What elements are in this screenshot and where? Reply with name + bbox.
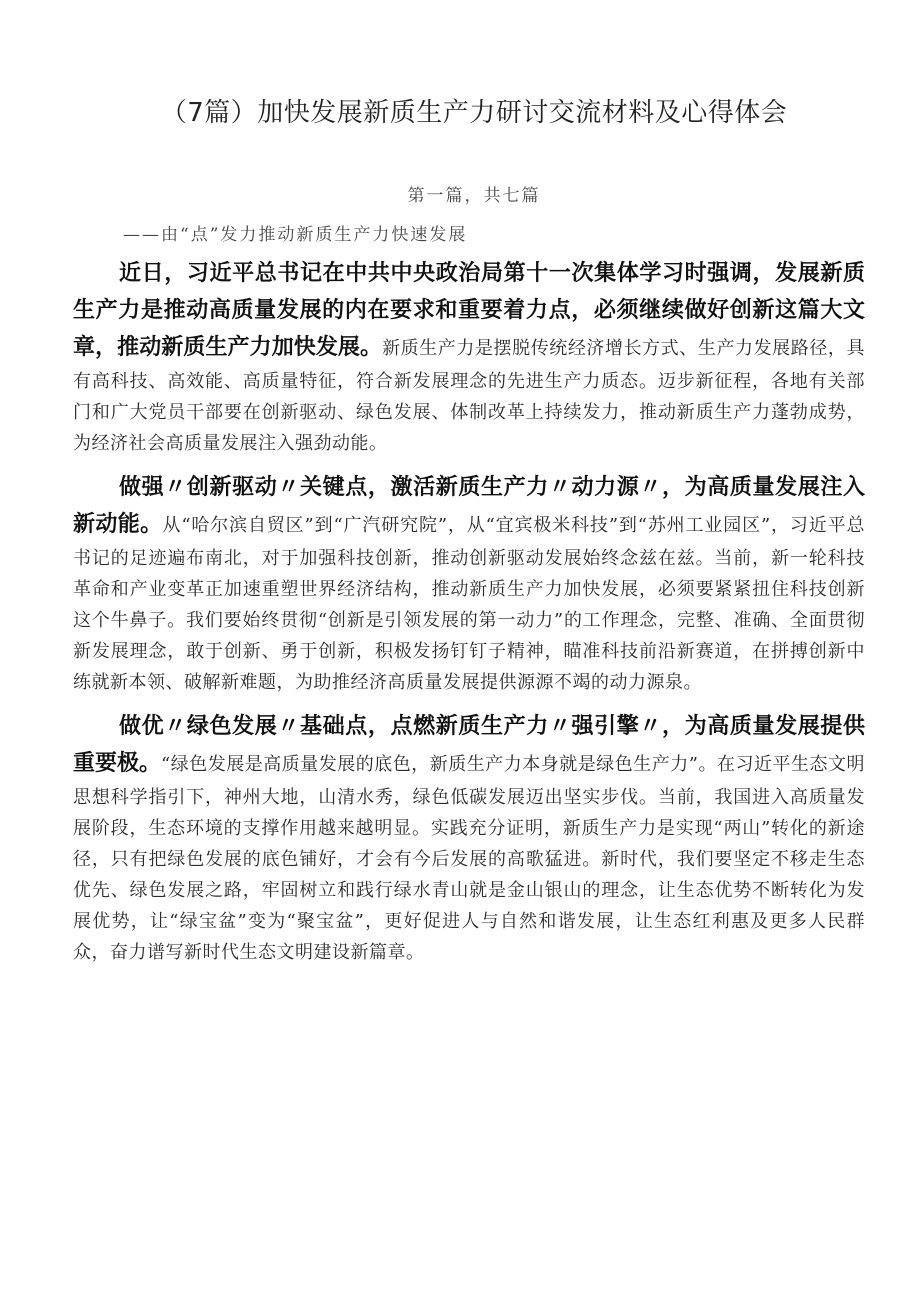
paragraph-2-body: 从“哈尔滨自贸区”到“广汽研究院”，从“宜宾极米科技”到“苏州工业园区”，习近平总书记的足迹遍布南北，对于加强科技创新，推动创新驱动发展始终念兹在兹。当前，新一轮科技革命和产业变革正加速重塑世界经济结构，推动新质生产力加快发展，必须要紧紧扭住科技创新这个牛鼻子。我们要始终贯彻“创新是引领发展的第一动力”的工作理念，完整、准确、全面贯彻新发展理念，敢于创新、勇于创新，积极发扬钉钉子精神，瞄准科技前沿新赛道，在拼搏创新中练就新本领、破解新难题，为助推经济高质量发展提供源源不竭的动力源泉。 (73, 515, 865, 693)
paragraph-3-lead: 做优〃绿色发展〃基础点，点燃新质生产力〃强引擎〃，为高质量发展提供重要极。 (73, 714, 865, 776)
paragraph-3 (73, 708, 865, 968)
paragraph-1-lead: 近日，习近平总书记在中共中央政治局第十一次集体学习时强调，发展新质生产力是推动高质量发展的内在要求和重要着力点，必须继续做好创新这篇大文章，推动新质生产力加快发展。 (73, 261, 865, 360)
section-heading: 第一篇，共七篇 (407, 186, 541, 206)
article-subtitle: ——由“点”发力推动新质生产力快速发展 (123, 225, 468, 245)
document-title: （7篇）加快发展新质生产力研讨交流材料及心得体会 (160, 98, 788, 128)
paragraph-2-lead: 做强〃创新驱动〃关键点，激活新质生产力〃动力源〃，为高质量发展注入新动能。 (73, 475, 865, 537)
paragraph-1 (73, 255, 865, 459)
paragraph-3-body: “绿色发展是高质量发展的底色，新质生产力本身就是绿色生产力”。在习近平生态文明思想科学指引下，神州大地，山清水秀，绿色低碳发展迈出坚实步伐。当前，我国进入高质量发展阶段，生态环境的支撑作用越来越明显。实践充分证明，新质生产力是实现“两山”转化的新途径，只有把绿色发展的底色铺好，才会有今后发展的高歌猛进。新时代，我们要坚定不移走生态优先、绿色发展之路，牢固树立和践行绿水青山就是金山银山的理念，让生态优势不断转化为发展优势，让“绿宝盆”变为“聚宝盆”，更好促进人与自然和谐发展，让生态红利惠及更多人民群众，奋力谱写新时代生态文明建设新篇章。 (73, 754, 865, 963)
paragraph-2 (73, 469, 865, 698)
paragraph-1-body: 新质生产力是摆脱传统经济增长方式、生产力发展路径，具有高科技、高效能、高质量特征，符合新发展理念的先进生产力质态。迈步新征程，各地有关部门和广大党员干部要在创新驱动、绿色发展、体制改革上持续发力，推动新质生产力蓬勃成势，为经济社会高质量发展注入强劲动能。 (73, 338, 865, 454)
